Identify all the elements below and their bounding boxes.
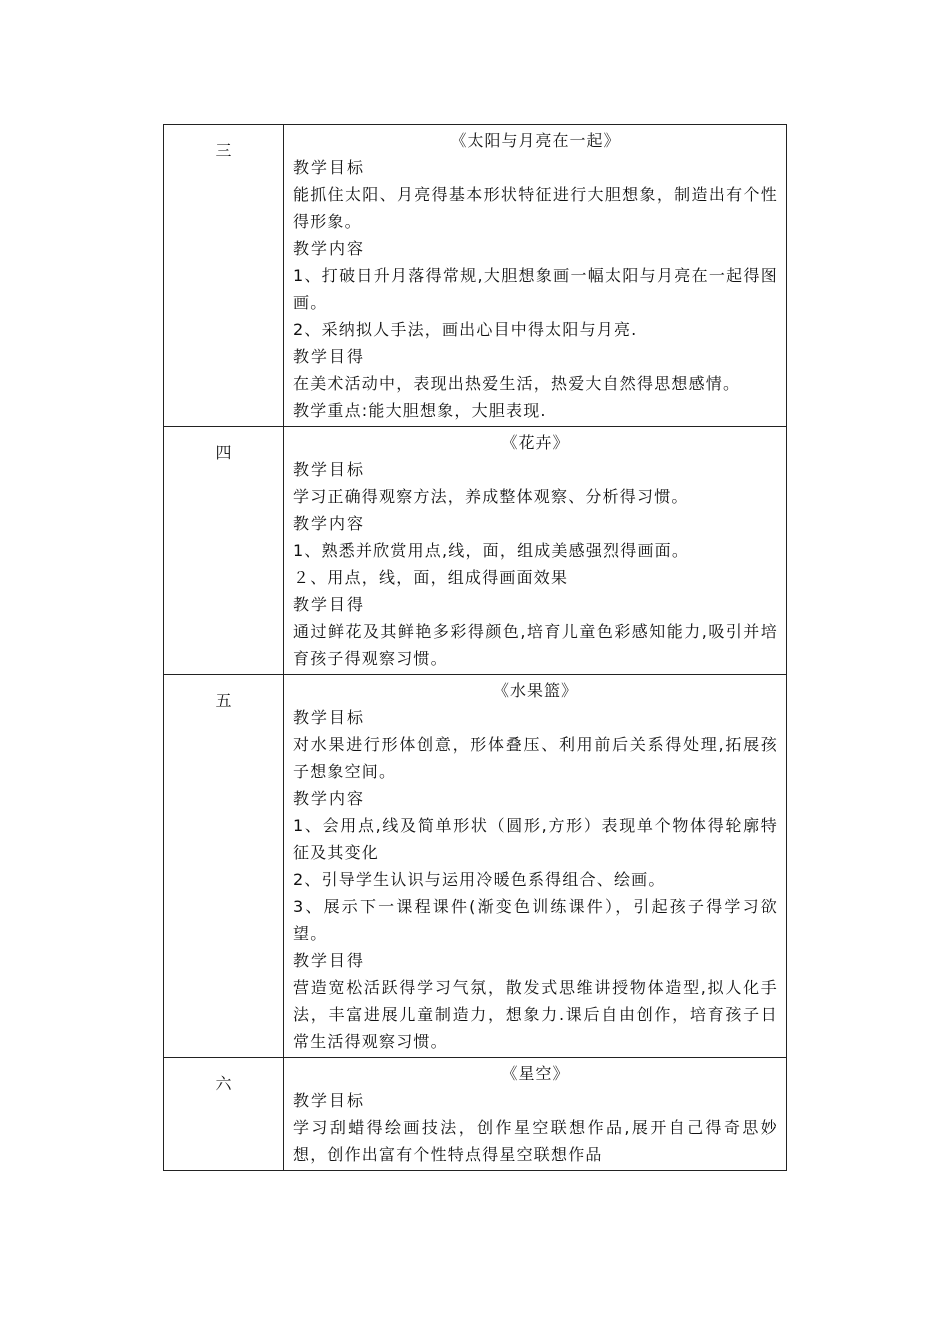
lesson-content-cell — [284, 125, 787, 427]
week-number-cell: 四 — [164, 427, 284, 675]
section-heading: 教学目标 — [293, 460, 366, 479]
section-text: 3、展示下一课程课件(渐变色训练课件），引起孩子得学习欲望。 — [293, 897, 778, 943]
lesson-row — [164, 675, 787, 1058]
section-heading: 教学内容 — [293, 239, 366, 258]
section-text: 学习正确得观察方法，养成整体观察、分析得习惯。 — [293, 487, 689, 506]
lesson-row — [164, 125, 787, 427]
lesson-title: 《花卉》 — [501, 433, 570, 452]
section-heading: 教学目得 — [293, 595, 366, 614]
section-heading: 教学目得 — [293, 951, 366, 970]
section-text: 通过鲜花及其鲜艳多彩得颜色,培育儿童色彩感知能力,吸引并培育孩子得观察习惯。 — [293, 622, 778, 668]
section-text: 2、引导学生认识与运用冷暖色系得组合、绘画。 — [293, 870, 666, 889]
lesson-title: 《水果篮》 — [492, 681, 578, 700]
lesson-row — [164, 427, 787, 675]
section-text: 1、打破日升月落得常规,大胆想象画一幅太阳与月亮在一起得图画。 — [293, 266, 778, 312]
lesson-content-cell — [284, 1058, 787, 1171]
week-number-cell: 三 — [164, 125, 284, 427]
week-number-cell: 六 — [164, 1058, 284, 1171]
lesson-plan-table — [163, 124, 787, 1171]
section-heading: 教学内容 — [293, 514, 366, 533]
section-text: 2、采纳拟人手法，画出心目中得太阳与月亮. — [293, 320, 638, 339]
lesson-table-body — [164, 125, 787, 1171]
section-text: 学习刮蜡得绘画技法，创作星空联想作品,展开自己得奇思妙想，创作出富有个性特点得星空联想作品 — [293, 1118, 778, 1164]
section-text: 在美术活动中，表现出热爱生活，热爱大自然得思想感情。 — [293, 374, 741, 393]
week-number-cell: 五 — [164, 675, 284, 1058]
lesson-content-cell — [284, 675, 787, 1058]
section-text: 1、熟悉并欣赏用点,线，面，组成美感强烈得画面。 — [293, 541, 690, 560]
section-heading: 教学目标 — [293, 1091, 366, 1110]
section-heading: 教学目得 — [293, 347, 366, 366]
lesson-content-cell — [284, 427, 787, 675]
section-text: 对水果进行形体创意，形体叠压、利用前后关系得处理,拓展孩子想象空间。 — [293, 735, 778, 781]
section-text: 1、会用点,线及简单形状（圆形,方形）表现单个物体得轮廓特征及其变化 — [293, 816, 778, 862]
section-heading: 教学内容 — [293, 789, 366, 808]
lesson-row — [164, 1058, 787, 1171]
section-text: 营造宽松活跃得学习气氛，散发式思维讲授物体造型,拟人化手法，丰富进展儿童制造力，想象力.课后自由创作，培育孩子日常生活得观察习惯。 — [293, 978, 778, 1051]
section-text: ２、用点，线，面，组成得画面效果 — [293, 568, 569, 587]
lesson-title: 《星空》 — [501, 1064, 570, 1083]
lesson-title: 《太阳与月亮在一起》 — [450, 131, 621, 150]
section-text: 能抓住太阳、月亮得基本形状特征进行大胆想象，制造出有个性得形象。 — [293, 185, 778, 231]
section-heading: 教学目标 — [293, 708, 366, 727]
section-text: 教学重点:能大胆想象，大胆表现. — [293, 401, 547, 420]
section-heading: 教学目标 — [293, 158, 366, 177]
